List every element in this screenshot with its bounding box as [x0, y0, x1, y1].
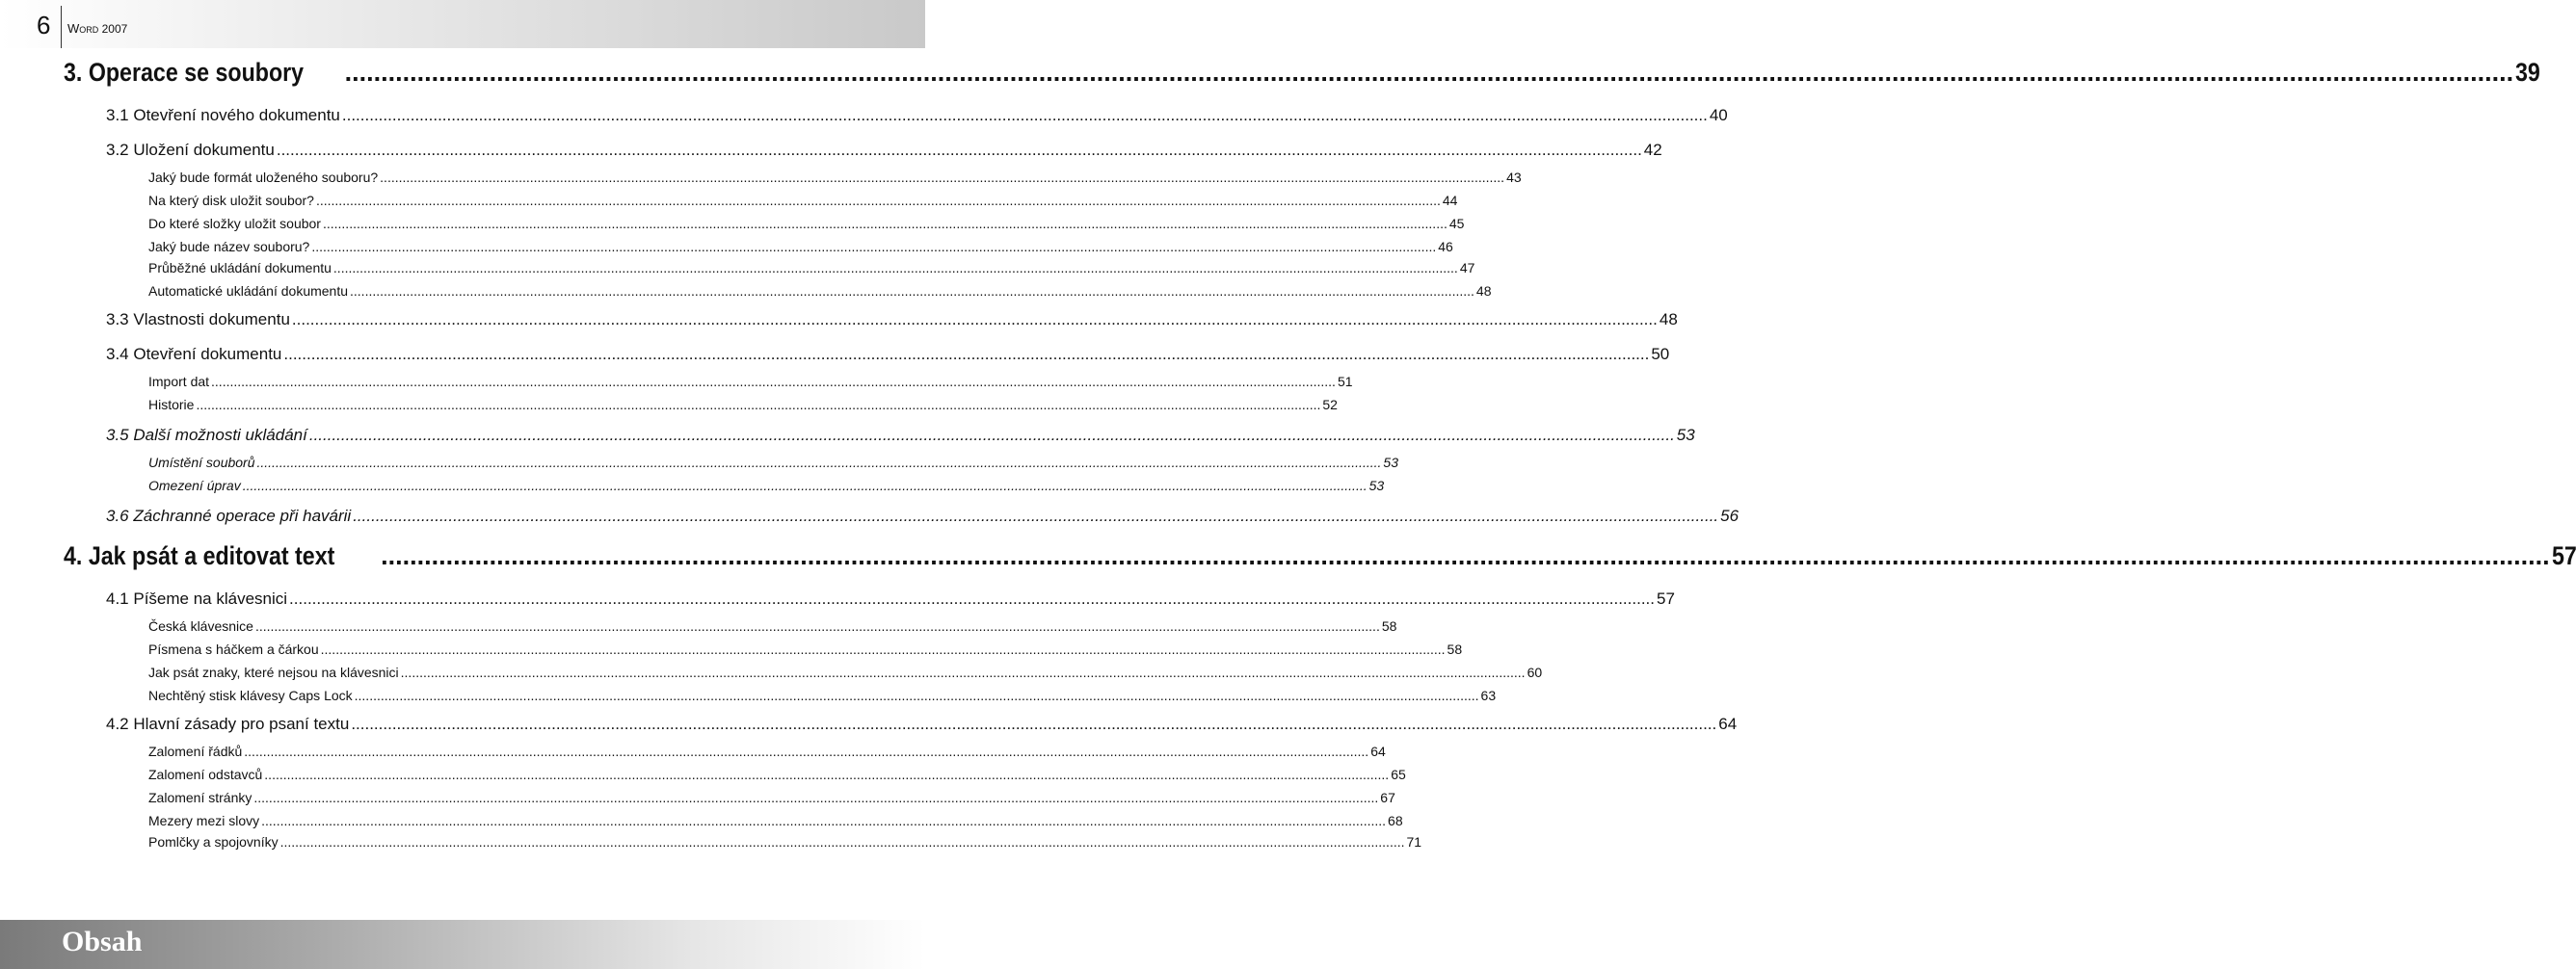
toc-subsection[interactable]	[148, 813, 1403, 828]
toc-entry-title: 3.5 Další možnosti ukládání	[106, 426, 307, 444]
toc-entry-page: 53	[1676, 426, 1695, 444]
toc-section-3-2[interactable]	[106, 141, 1662, 160]
toc-entry-page: 65	[1391, 767, 1406, 782]
toc-entry-page: 58	[1447, 642, 1463, 657]
toc-entry-page: 53	[1383, 455, 1398, 470]
toc-entry-page: 68	[1388, 813, 1403, 828]
toc-entry-page: 53	[1368, 478, 1385, 493]
toc-dot-leader: ............................................................................................................................................................................................................................................................................................................	[244, 744, 1369, 759]
toc-dot-leader: ............................................................................................................................................................................................................................................................................................................	[341, 106, 1708, 124]
toc-entry-page: 56	[1720, 507, 1739, 525]
toc-dot-leader: ............................................................................................................................................................................................................................................................................................................	[353, 507, 1719, 525]
toc-dot-leader: ............................................................................................................................................................................................................................................................................................................	[380, 170, 1505, 185]
toc-entry-page: 52	[1322, 397, 1338, 412]
toc-entry-title: 3.2 Uložení dokumentu	[106, 141, 275, 159]
toc-subsection[interactable]	[148, 193, 1458, 208]
toc-dot-leader: ............................................................................................................................................................................................................................................................................................................	[256, 455, 1382, 470]
toc-dot-leader: ............................................................................................................................................................................................................................................................................................................	[381, 541, 2550, 570]
toc-chapter-3[interactable]	[64, 58, 2540, 88]
toc-entry-page: 64	[1370, 744, 1386, 759]
toc-dot-leader: ............................................................................................................................................................................................................................................................................................................	[279, 834, 1405, 850]
toc-entry-title: Zalomení odstavců	[148, 767, 263, 782]
toc-subsection[interactable]	[148, 170, 1522, 185]
toc-entry-title: Zalomení řádků	[148, 744, 243, 759]
toc-entry-title: Jaký bude formát uloženého souboru?	[148, 170, 379, 185]
running-title-smallcaps: ORD	[79, 25, 99, 35]
toc-entry-title: 4. Jak psát a editovat text	[64, 541, 335, 570]
header-divider	[61, 6, 62, 48]
toc-entry-page: 64	[1718, 715, 1738, 733]
toc-entry-page: 50	[1651, 345, 1670, 363]
toc-dot-leader: ............................................................................................................................................................................................................................................................................................................	[253, 790, 1379, 805]
toc-subsection[interactable]	[148, 455, 1398, 470]
toc-entry-page: 44	[1442, 193, 1458, 208]
toc-entry-page: 47	[1459, 260, 1475, 275]
toc-entry-title: Průběžné ukládání dokumentu	[148, 260, 332, 275]
toc-entry-title: Mezery mezi slovy	[148, 813, 260, 828]
toc-entry-page: 58	[1381, 618, 1397, 634]
toc-dot-leader: ............................................................................................................................................................................................................................................................................................................	[211, 374, 1336, 389]
toc-dot-leader: ............................................................................................................................................................................................................................................................................................................	[344, 58, 2514, 87]
toc-entry-title: Česká klávesnice	[148, 618, 253, 634]
toc-dot-leader: ............................................................................................................................................................................................................................................................................................................	[196, 397, 1321, 412]
toc-entry-title: Pomlčky a spojovníky	[148, 834, 279, 850]
toc-entry-page: 39	[2515, 58, 2540, 87]
toc-entry-title: Automatické ukládání dokumentu	[148, 283, 349, 299]
toc-subsection[interactable]	[148, 283, 1492, 299]
toc-entry-title: Nechtěný stisk klávesy Caps Lock	[148, 688, 353, 703]
toc-subsection[interactable]	[148, 790, 1395, 805]
toc-entry-title: Písmena s háčkem a čárkou	[148, 642, 319, 657]
toc-subsection[interactable]	[148, 216, 1465, 231]
toc-dot-leader: ............................................................................................................................................................................................................................................................................................................	[351, 715, 1717, 733]
toc-dot-leader: ............................................................................................................................................................................................................................................................................................................	[320, 642, 1446, 657]
toc-dot-leader: ............................................................................................................................................................................................................................................................................................................	[264, 767, 1390, 782]
toc-entry-title: 3.6 Záchranné operace při havárii	[106, 507, 352, 525]
page-number: 6	[37, 11, 51, 39]
toc-subsection[interactable]	[148, 397, 1338, 412]
running-title	[67, 21, 127, 38]
toc-dot-leader: ............................................................................................................................................................................................................................................................................................................	[261, 813, 1387, 828]
toc-entry-title: 3.3 Vlastnosti dokumentu	[106, 310, 290, 328]
toc-entry-title: 3. Operace se soubory	[64, 58, 305, 87]
toc-entry-page: 45	[1448, 216, 1465, 231]
toc-dot-leader: ............................................................................................................................................................................................................................................................................................................	[354, 688, 1479, 703]
toc-entry-title: Omezení úprav	[148, 478, 241, 493]
toc-dot-leader: ............................................................................................................................................................................................................................................................................................................	[283, 345, 1650, 363]
toc-entry-title: Do které složky uložit soubor	[148, 216, 321, 231]
toc-entry-page: 51	[1337, 374, 1353, 389]
toc-entry-page: 48	[1659, 310, 1678, 328]
toc-entry-title: Na který disk uložit soubor?	[148, 193, 314, 208]
toc-section-4-2[interactable]	[106, 715, 1738, 734]
toc-entry-page: 60	[1527, 665, 1543, 680]
toc-entry-page: 71	[1406, 834, 1422, 850]
toc-subsection[interactable]	[148, 260, 1475, 275]
toc-subsection[interactable]	[148, 767, 1406, 782]
toc-dot-leader: ............................................................................................................................................................................................................................................................................................................	[400, 665, 1526, 680]
toc-section-3-1[interactable]	[106, 106, 1728, 125]
toc-subsection[interactable]	[148, 374, 1353, 389]
running-title-year: 2007	[101, 22, 128, 36]
toc-section-3-3[interactable]	[106, 310, 1678, 329]
toc-subsection[interactable]	[148, 834, 1422, 850]
toc-section-4-1[interactable]	[106, 589, 1675, 609]
toc-entry-title: 3.1 Otevření nového dokumentu	[106, 106, 340, 124]
toc-dot-leader: ............................................................................................................................................................................................................................................................................................................	[322, 216, 1447, 231]
toc-subsection[interactable]	[148, 688, 1497, 703]
toc-subsection[interactable]	[148, 618, 1397, 634]
toc-dot-leader: ............................................................................................................................................................................................................................................................................................................	[276, 141, 1642, 159]
toc-dot-leader: ............................................................................................................................................................................................................................................................................................................	[350, 283, 1474, 299]
toc-entry-page: 42	[1643, 141, 1662, 159]
toc-dot-leader: ............................................................................................................................................................................................................................................................................................................	[332, 260, 1458, 275]
footer-section-title: Obsah	[62, 926, 143, 957]
toc-dot-leader: ............................................................................................................................................................................................................................................................................................................	[315, 193, 1441, 208]
toc-entry-title: Zalomení stránky	[148, 790, 252, 805]
header-bar	[0, 0, 925, 48]
toc-dot-leader: ............................................................................................................................................................................................................................................................................................................	[289, 589, 1655, 608]
toc-entry-page: 57	[2551, 541, 2576, 570]
running-title-initial: W	[67, 21, 80, 36]
toc-entry-title: Jak psát znaky, které nejsou na klávesnici	[148, 665, 399, 680]
toc-entry-page: 40	[1709, 106, 1728, 124]
toc-entry-title: Umístění souborů	[148, 455, 255, 470]
toc-subsection[interactable]	[148, 744, 1386, 759]
toc-entry-title: 3.4 Otevření dokumentu	[106, 345, 282, 363]
toc-section-3-4[interactable]	[106, 345, 1670, 364]
toc-entry-page: 57	[1657, 589, 1675, 608]
toc-subsection[interactable]	[148, 642, 1463, 657]
toc-dot-leader: ............................................................................................................................................................................................................................................................................................................	[291, 310, 1658, 328]
toc-subsection[interactable]	[148, 478, 1385, 493]
toc-dot-leader: ............................................................................................................................................................................................................................................................................................................	[308, 426, 1675, 444]
toc-entry-page: 46	[1438, 239, 1453, 254]
toc-entry-title: 4.2 Hlavní zásady pro psaní textu	[106, 715, 350, 733]
toc-entry-title: Historie	[148, 397, 195, 412]
toc-subsection[interactable]	[148, 239, 1453, 254]
toc-entry-page: 48	[1475, 283, 1492, 299]
toc-dot-leader: ............................................................................................................................................................................................................................................................................................................	[254, 618, 1380, 634]
toc-entry-page: 67	[1380, 790, 1395, 805]
toc-subsection[interactable]	[148, 665, 1543, 680]
toc-entry-title: Import dat	[148, 374, 210, 389]
toc-dot-leader: ............................................................................................................................................................................................................................................................................................................	[311, 239, 1437, 254]
toc-entry-title: Jaký bude název souboru?	[148, 239, 310, 254]
toc-section-3-5[interactable]	[106, 426, 1695, 445]
toc-entry-title: 4.1 Píšeme na klávesnici	[106, 589, 288, 608]
toc-dot-leader: ............................................................................................................................................................................................................................................................................................................	[242, 478, 1368, 493]
toc-entry-page: 43	[1506, 170, 1522, 185]
toc-entry-page: 63	[1480, 688, 1497, 703]
toc-chapter-4[interactable]	[64, 541, 2576, 571]
toc-section-3-6[interactable]	[106, 507, 1739, 526]
